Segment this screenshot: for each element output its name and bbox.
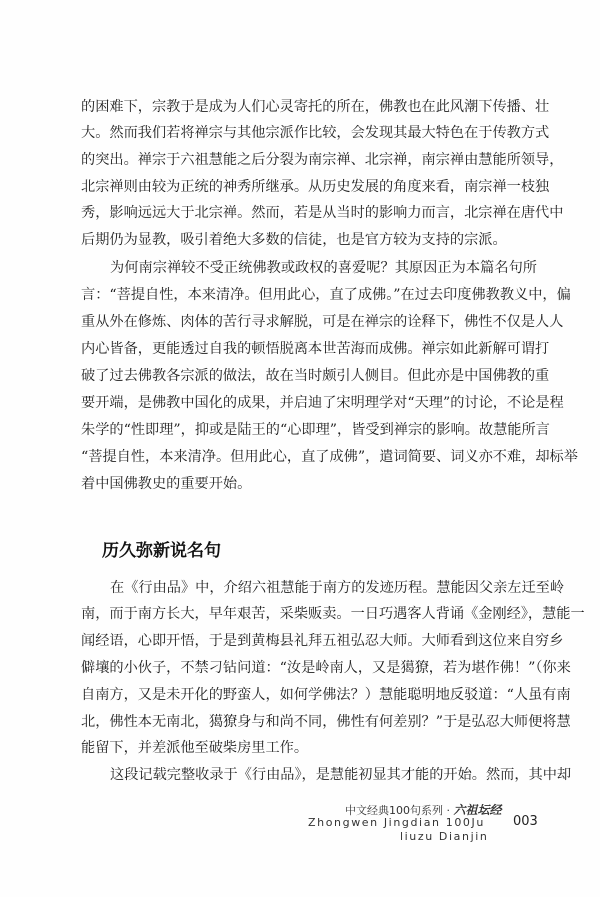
paragraph-1-line: 的突出。禅宗于六祖慧能之后分裂为南宗禅、北宗禅，南宗禅由慧能所领导，	[81, 152, 564, 168]
paragraph-2-line: 朱学的“性即理”，抑或是陆王的“心即理”，皆受到禅宗的影响。故慧能所言	[81, 422, 550, 438]
paragraph-3-line: 闻经语，心即开悟，于是到黄梅县礼拜五祖弘忍大师。大师看到这位来自穷乡	[81, 633, 564, 649]
paragraph-1-line: 北宗禅则由较为正统的神秀所继承。从历史发展的角度来看，南宗禅一枝独	[81, 179, 550, 195]
paragraph-2-line: 重从外在修炼、肉体的苦行寻求解脱，可是在禅宗的诠释下，佛性不仅是人人	[81, 314, 564, 330]
paragraph-2-line: “菩提自性，本来清净。但用此心，直了成佛”，遣词简要、词义亦不难，却标举	[81, 449, 578, 465]
paragraph-3-line: 僻壤的小伙子，不禁刁钻问道：“汝是岭南人，又是獦獠，若为堪作佛！”（你来	[81, 660, 571, 676]
footer-pinyin-line1: Zhongwen Jingdian 100Ju	[308, 816, 485, 829]
paragraph-2-line: 为何南宗禅较不受正统佛教或政权的喜爱呢？其原因正为本篇名句所	[110, 260, 537, 276]
paragraph-2-line: 要开端，是佛教中国化的成果，并启迪了宋明理学对“天理”的讨论，不论是程	[81, 395, 564, 411]
paragraph-3-line: 北，佛性本无南北，獦獠身与和尚不同，佛性有何差别？”于是弘忍大师便将慧	[81, 714, 571, 730]
section-heading: 历久弥新说名句	[102, 541, 221, 561]
paragraph-3-line: 自南方，又是未开化的野蛮人，如何学佛法？）慧能聪明地反驳道：“人虽有南	[81, 687, 571, 703]
paragraph-2-line: 内心皆备，更能透过自我的顿悟脱离本世苦海而成佛。禅宗如此新解可谓打	[81, 341, 550, 357]
page-number: 003	[513, 814, 538, 829]
footer-pinyin-line2: liuzu Dianjin	[400, 830, 489, 843]
paragraph-3-line: 南，而于南方长大，早年艰苦，采柴贩卖。一日巧遇客人背诵《金刚经》，慧能一	[81, 606, 585, 622]
paragraph-2-line: 着中国佛教史的重要开始。	[81, 476, 252, 492]
paragraph-1-line: 秀，影响远远大于北宗禅。然而，若是从当时的影响力而言，北宗禅在唐代中	[81, 205, 564, 221]
paragraph-1-line: 后期仍为显教，吸引着绝大多数的信徒，也是官方较为支持的宗派。	[81, 232, 507, 248]
paragraph-1-line: 大。然而我们若将禅宗与其他宗派作比较，会发现其最大特色在于传教方式	[81, 125, 550, 141]
paragraph-3-line: 在《行由品》中，介绍六祖慧能于南方的发迹历程。慧能因父亲左迁至岭	[110, 580, 565, 596]
paragraph-2-line: 破了过去佛教各宗派的做法，故在当时颇引人侧目。但此亦是中国佛教的重	[81, 368, 550, 384]
paragraph-2-line: 言：“菩提自性，本来清净。但用此心，直了成佛。”在过去印度佛教教义中，偏	[81, 287, 571, 303]
paragraph-3-line: 能留下，并差派他至破柴房里工作。	[81, 740, 309, 756]
footer-book-title: 六祖坛经	[453, 803, 502, 817]
paragraph-1-line: 的困难下，宗教于是成为人们心灵寄托的所在，佛教也在此风潮下传播、壮	[81, 99, 550, 115]
paragraph-4-line: 这段记载完整收录于《行由品》，是慧能初显其才能的开始。然而，其中却	[110, 767, 572, 783]
footer-series-name: 中文经典100句系列 ·	[345, 804, 454, 817]
